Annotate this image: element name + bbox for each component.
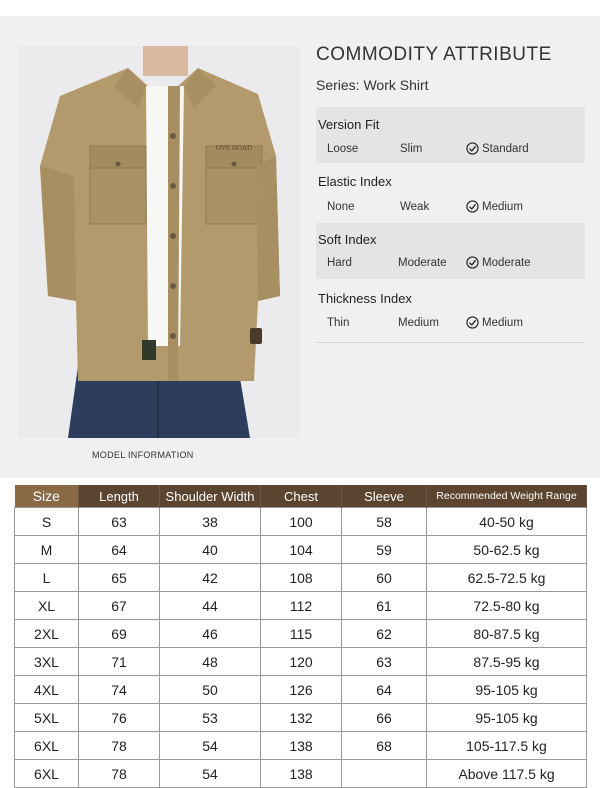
cell-weight: 95-105 kg	[427, 704, 587, 732]
checkmark-icon	[466, 142, 479, 155]
cell-chest: 120	[261, 648, 342, 676]
cell-weight: 95-105 kg	[427, 676, 587, 704]
cell-shoulder: 50	[160, 676, 261, 704]
cell-weight: 87.5-95 kg	[427, 648, 587, 676]
attr-version-fit	[316, 107, 585, 163]
option-medium-selected: Medium	[466, 316, 523, 329]
cell-shoulder: 44	[160, 592, 261, 620]
cell-weight: 62.5-72.5 kg	[427, 564, 587, 592]
cell-length: 78	[79, 760, 160, 788]
cell-sleeve: 62	[342, 620, 427, 648]
cell-length: 63	[79, 508, 160, 536]
cell-weight: 50-62.5 kg	[427, 536, 587, 564]
cell-sleeve	[342, 760, 427, 788]
series-text: Series: Work Shirt	[316, 77, 429, 93]
cell-sleeve: 66	[342, 704, 427, 732]
cell-weight: 105-117.5 kg	[427, 732, 587, 760]
cell-chest: 115	[261, 620, 342, 648]
model-photo	[18, 46, 300, 438]
attr-name: Thickness Index	[318, 291, 412, 306]
attr-thickness-index	[316, 282, 585, 343]
cell-chest: 104	[261, 536, 342, 564]
table-row	[15, 704, 587, 732]
cell-size: S	[15, 508, 79, 536]
cell-chest: 132	[261, 704, 342, 732]
table-row	[15, 564, 587, 592]
cell-sleeve: 60	[342, 564, 427, 592]
cell-weight: 40-50 kg	[427, 508, 587, 536]
cell-sleeve: 64	[342, 676, 427, 704]
cell-chest: 108	[261, 564, 342, 592]
cell-chest: 100	[261, 508, 342, 536]
cell-length: 64	[79, 536, 160, 564]
header-shoulder-width: Shoulder Width	[160, 485, 261, 508]
product-info-panel	[0, 16, 600, 478]
header-length: Length	[79, 485, 160, 508]
cell-shoulder: 54	[160, 732, 261, 760]
cell-shoulder: 38	[160, 508, 261, 536]
cell-sleeve: 68	[342, 732, 427, 760]
cell-size: 5XL	[15, 704, 79, 732]
cell-shoulder: 53	[160, 704, 261, 732]
cell-chest: 126	[261, 676, 342, 704]
attr-name: Version Fit	[318, 117, 380, 132]
cell-length: 67	[79, 592, 160, 620]
cell-size: XL	[15, 592, 79, 620]
header-chest: Chest	[261, 485, 342, 508]
attr-name: Soft Index	[318, 232, 377, 247]
model-information-label: MODEL INFORMATION	[92, 450, 194, 460]
option-thin: Thin	[327, 317, 350, 329]
cell-size: L	[15, 564, 79, 592]
cell-weight: 80-87.5 kg	[427, 620, 587, 648]
table-row	[15, 508, 587, 536]
cell-weight: 72.5-80 kg	[427, 592, 587, 620]
cell-size: 2XL	[15, 620, 79, 648]
attr-soft-index	[316, 223, 585, 279]
option-weak: Weak	[400, 201, 430, 213]
shirt-badge: OVE HOAD	[215, 144, 253, 152]
cell-sleeve: 63	[342, 648, 427, 676]
option-medium-selected: Medium	[466, 200, 523, 213]
option-moderate: Moderate	[398, 257, 447, 269]
cell-size: 6XL	[15, 732, 79, 760]
cell-length: 71	[79, 648, 160, 676]
cell-chest: 112	[261, 592, 342, 620]
cell-size: 3XL	[15, 648, 79, 676]
cell-sleeve: 58	[342, 508, 427, 536]
header-size: Size	[15, 485, 79, 508]
cell-sleeve: 59	[342, 536, 427, 564]
cell-shoulder: 48	[160, 648, 261, 676]
option-slim: Slim	[400, 143, 423, 155]
cell-size: 4XL	[15, 676, 79, 704]
header-weight-range: Recommended Weight Range	[427, 485, 587, 508]
cell-shoulder: 54	[160, 760, 261, 788]
header-sleeve: Sleeve	[342, 485, 427, 508]
cell-shoulder: 46	[160, 620, 261, 648]
cell-chest: 138	[261, 760, 342, 788]
table-row	[15, 732, 587, 760]
cell-length: 78	[79, 732, 160, 760]
attr-name: Elastic Index	[318, 174, 392, 189]
checkmark-icon	[466, 200, 479, 213]
cell-length: 76	[79, 704, 160, 732]
size-chart-table	[14, 485, 587, 788]
option-loose: Loose	[327, 143, 359, 155]
checkmark-icon	[466, 316, 479, 329]
cell-length: 69	[79, 620, 160, 648]
option-medium: Medium	[398, 317, 439, 329]
cell-chest: 138	[261, 732, 342, 760]
table-row	[15, 536, 587, 564]
cell-size: M	[15, 536, 79, 564]
cell-shoulder: 42	[160, 564, 261, 592]
cell-length: 65	[79, 564, 160, 592]
size-table-header	[15, 485, 587, 508]
attr-elastic-index	[316, 166, 585, 222]
cell-sleeve: 61	[342, 592, 427, 620]
option-standard-selected: Standard	[466, 142, 529, 155]
cell-length: 74	[79, 676, 160, 704]
table-row	[15, 760, 587, 788]
option-moderate-selected: Moderate	[466, 256, 531, 269]
option-hard: Hard	[327, 257, 352, 269]
option-none: None	[327, 201, 355, 213]
cell-weight: Above 117.5 kg	[427, 760, 587, 788]
table-row	[15, 620, 587, 648]
table-row	[15, 648, 587, 676]
cell-shoulder: 40	[160, 536, 261, 564]
cell-size: 6XL	[15, 760, 79, 788]
table-row	[15, 676, 587, 704]
checkmark-icon	[466, 256, 479, 269]
attribute-title: COMMODITY ATTRIBUTE	[316, 44, 552, 65]
table-row	[15, 592, 587, 620]
